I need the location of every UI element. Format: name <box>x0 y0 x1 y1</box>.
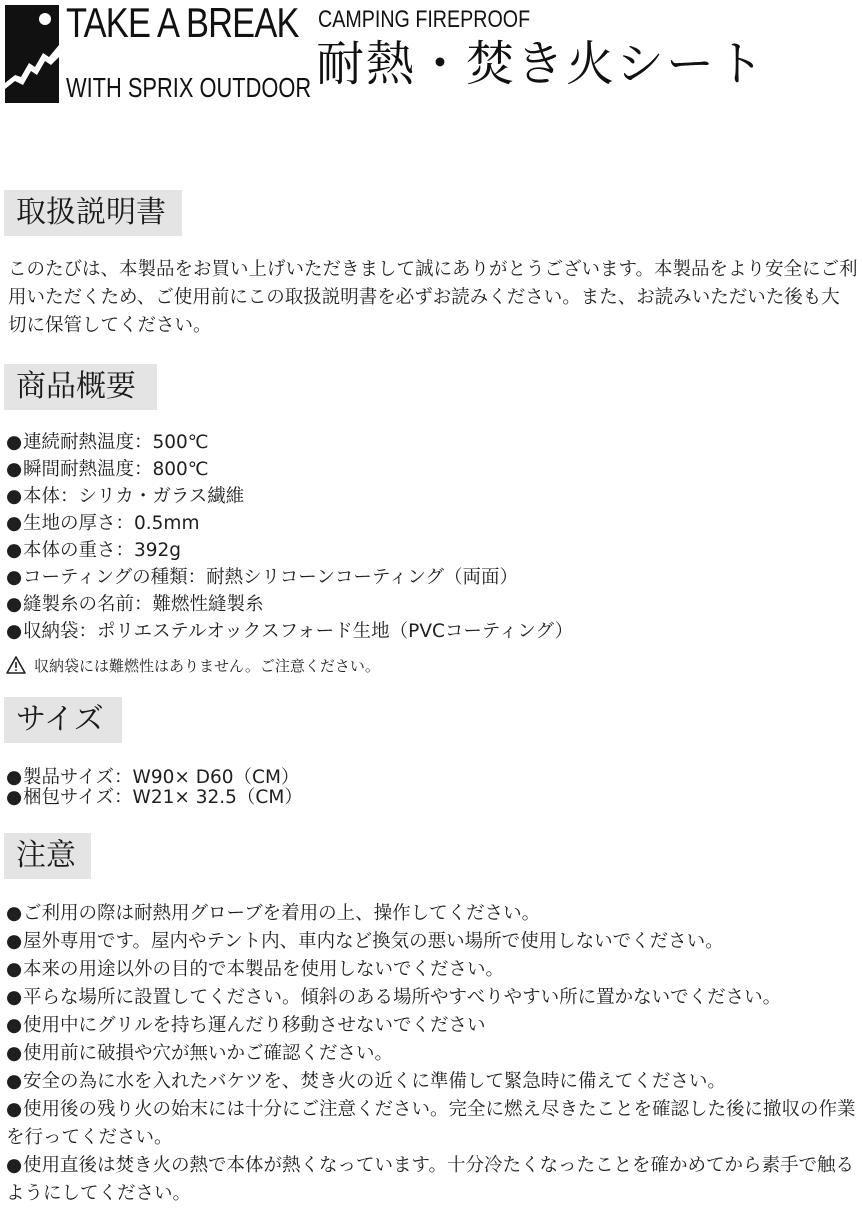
caution-item-text: 屋外専用です。屋内やテント内、車内など換気の悪い場所で使用しないでください。 <box>23 931 724 952</box>
caution-item <box>6 1040 860 1068</box>
caution-item <box>6 928 860 956</box>
caution-item-text: 本来の用途以外の目的で本製品を使用しないでください。 <box>23 959 505 980</box>
caution-item <box>6 984 860 1012</box>
spec-item <box>6 510 860 537</box>
bullet-icon: ● <box>6 1071 23 1092</box>
caution-list <box>6 900 860 1208</box>
bullet-icon: ● <box>6 459 23 480</box>
bullet-icon: ● <box>6 1043 23 1064</box>
bullet-icon: ● <box>6 513 23 534</box>
bullet-icon: ● <box>6 486 23 507</box>
bullet-icon: ● <box>6 767 23 788</box>
manual-heading: 取扱説明書 <box>4 190 182 236</box>
spec-item-text: 本体：シリカ・ガラス繊維 <box>23 486 245 507</box>
bullet-icon: ● <box>6 903 23 924</box>
bullet-icon: ● <box>6 621 23 642</box>
brand-line-1: TAKE A BREAK <box>66 0 299 46</box>
caution-item-text: 使用直後は焚き火の熱で本体が熱くなっています。十分冷たくなったことを確かめてから素手で触るようにしてください。 <box>6 1155 855 1204</box>
header <box>0 0 862 110</box>
size-heading: サイズ <box>4 697 122 743</box>
brand-logo-icon <box>5 5 59 103</box>
overview-heading: 商品概要 <box>4 364 157 410</box>
spec-item-text: 収納袋：ポリエステルオックスフォード生地（PVCコーティング） <box>23 621 574 642</box>
size-item-text: 製品サイズ：W90× D60（CM） <box>23 767 300 788</box>
spec-item <box>6 537 860 564</box>
spec-item-text: 生地の厚さ：0.5mm <box>23 513 200 534</box>
caution-heading: 注意 <box>4 833 91 879</box>
size-list <box>6 768 860 808</box>
caution-item-text: 使用後の残り火の始末には十分にご注意ください。完全に燃え尽きたことを確認した後に撤収の作業を行ってください。 <box>6 1099 856 1148</box>
spec-item-text: コーティングの種類：耐熱シリコーンコーティング（両面） <box>23 567 519 588</box>
overview-note-text: 収納袋には難燃性はありません。ご注意ください。 <box>34 657 380 675</box>
bullet-icon: ● <box>6 540 23 561</box>
bullet-icon: ● <box>6 959 23 980</box>
caution-item-text: 使用前に破損や穴が無いかご確認ください。 <box>23 1043 394 1064</box>
caution-item-text: 安全の為に水を入れたバケツを、焚き火の近くに準備して緊急時に備えてください。 <box>23 1071 726 1092</box>
spec-item-text: 縫製糸の名前：難燃性縫製糸 <box>23 594 264 615</box>
spec-item <box>6 618 860 645</box>
spec-item <box>6 591 860 618</box>
spec-item-text: 連続耐熱温度：500℃ <box>23 432 209 453</box>
spec-item <box>6 483 860 510</box>
spec-item-text: 本体の重さ：392g <box>23 540 182 561</box>
spec-item <box>6 564 860 591</box>
bullet-icon: ● <box>6 1099 23 1120</box>
size-item <box>6 788 860 808</box>
bullet-icon: ● <box>6 1155 23 1176</box>
product-subtitle: CAMPING FIREPROOF <box>318 6 531 33</box>
product-title: 耐熱・焚き火シート <box>316 36 767 92</box>
spec-item <box>6 429 860 456</box>
bullet-icon: ● <box>6 987 23 1008</box>
caution-item <box>6 1012 860 1040</box>
caution-item <box>6 1096 860 1152</box>
caution-item-text: 平らな場所に設置してください。傾斜のある場所やすべりやすい所に置かないでください。 <box>23 987 782 1008</box>
brand-line-2: WITH SPRIX OUTDOOR <box>66 72 312 103</box>
size-item-text: 梱包サイズ：W21× 32.5（CM） <box>23 787 303 808</box>
bullet-icon: ● <box>6 594 23 615</box>
caution-item <box>6 900 860 928</box>
warning-triangle-icon <box>6 656 26 674</box>
spec-item <box>6 456 860 483</box>
bullet-icon: ● <box>6 567 23 588</box>
bullet-icon: ● <box>6 931 23 952</box>
spec-item-text: 瞬間耐熱温度：800℃ <box>23 459 209 480</box>
bullet-icon: ● <box>6 787 23 808</box>
manual-body: このたびは、本製品をお買い上げいただきまして誠にありがとうございます。本製品をより安全にご利用いただくため、ご使用前にこの取扱説明書を必ずお読みください。また、お読みいただいた後も大切に保管してください。 <box>8 259 858 336</box>
overview-list <box>6 429 860 645</box>
caution-item <box>6 956 860 984</box>
bullet-icon: ● <box>6 432 23 453</box>
caution-item-text: ご利用の際は耐熱用グローブを着用の上、操作してください。 <box>23 903 541 924</box>
size-item <box>6 768 860 788</box>
overview-note <box>6 654 380 678</box>
caution-item-text: 使用中にグリルを持ち運んだり移動させないでください <box>23 1015 486 1036</box>
bullet-icon: ● <box>6 1015 23 1036</box>
caution-item <box>6 1068 860 1096</box>
